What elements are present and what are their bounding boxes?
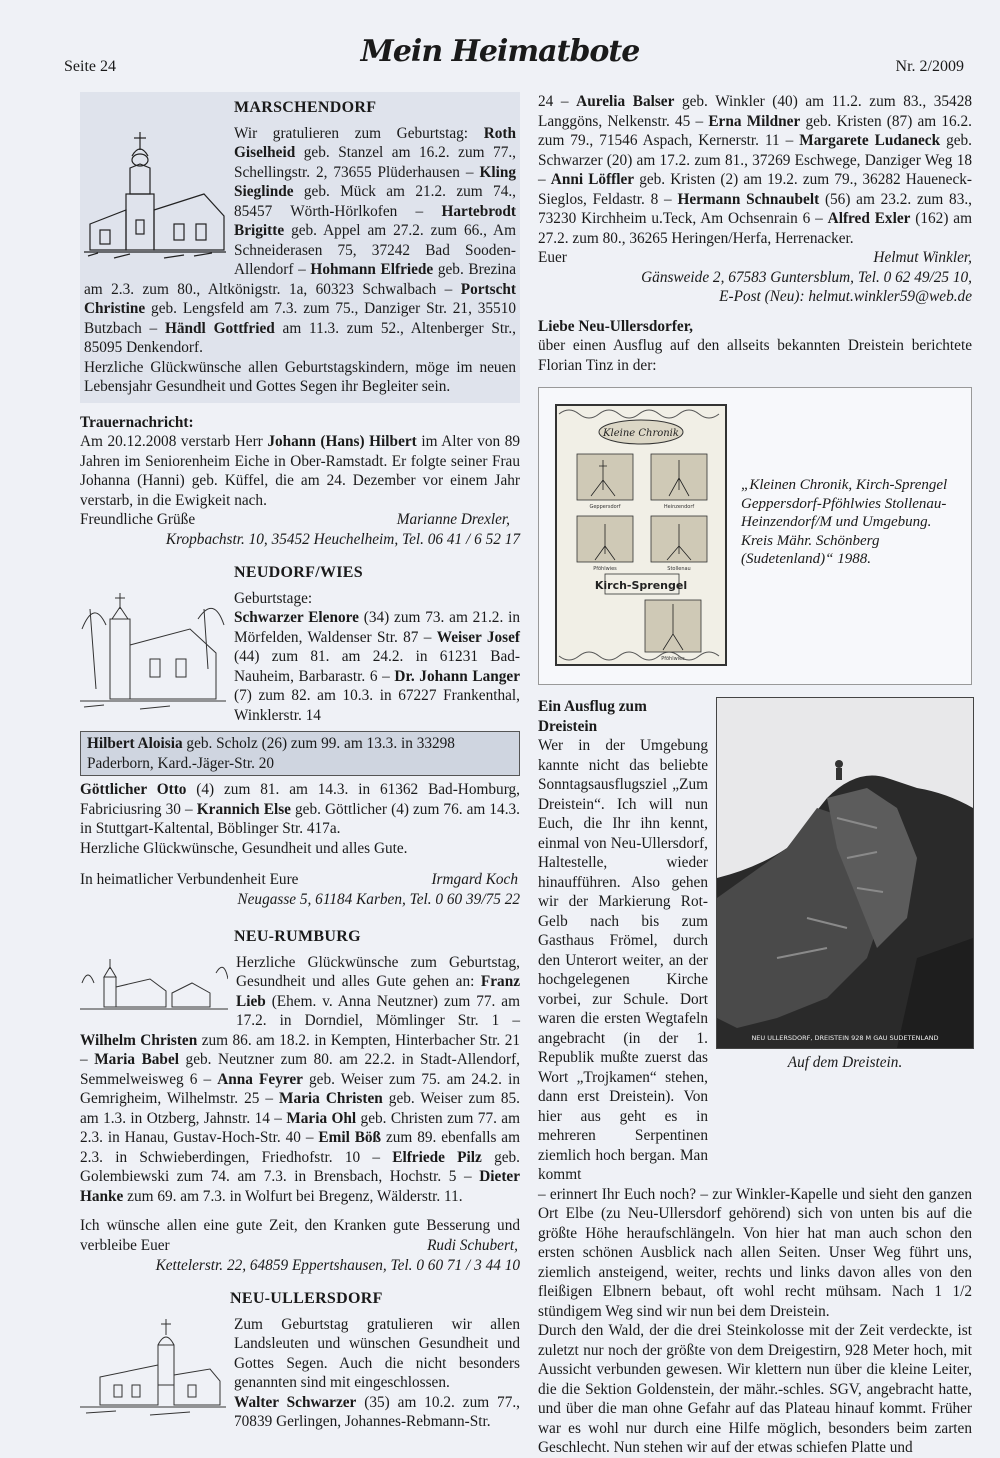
neudorf-section	[80, 563, 520, 909]
text-segment: geb. Weiser zum 85. am 1.3. in Otzberg, Jahnstr. 14 –	[80, 1090, 521, 1127]
letter-title: Liebe Neu-Ullersdorfer,	[538, 317, 693, 335]
text-segment: (35) am 10.2. zum 77., 70839 Gerlingen, Johannes-Rebmann-Str.	[234, 1393, 521, 1430]
highlight-box	[80, 731, 520, 776]
neudorf-greeting: In heimatlicher Verbundenheit Eure	[80, 871, 299, 888]
text-segment: (34) zum 73. am 21.2. in Mörfelden, Waldenser Str. 87 –	[234, 609, 521, 646]
marschendorf-wishes: Herzliche Glückwünsche allen Geburtstagskindern, möge im neuen Lebensjahr Gesundheit und Gottes Segen ihr Begleiter sein.	[84, 358, 516, 395]
church-drawing-neurumburg	[80, 953, 228, 1015]
trauer-text	[80, 432, 520, 510]
trauer-address: Kropbachstr. 10, 35452 Heuchelheim, Tel. 06 41 / 6 52 17	[165, 530, 520, 548]
text-segment: geb. Mück am 21.2. zum 74., 85457 Wörth-Hörlkofen –	[234, 183, 516, 220]
text-segment: geb. Weiser zum 75. am 24.2. in Gemrigheim, Wilhelmstr. 25 –	[80, 1070, 520, 1107]
person-name: Erna Mildner	[708, 112, 801, 130]
text-segment: (7) zum 82. am 10.3. in 67227 Frankenthal, Winklerstr. 14	[234, 687, 520, 724]
winkler-signature: Helmut Winkler,	[873, 249, 972, 266]
person-name: Wilhelm Christen	[80, 1031, 198, 1049]
story-text-wide: – erinnert Ihr Euch noch? – zur Winkler-Kapelle und sieht den ganzen Ort Elbe (zu Neu-Ullersdorf gehörend) sich von unten bis auf die größte Höhe heraufschlängeln. Von hier hat man auch schon den ersten schönen Ausblick nach allen Seiten. Unser Weg führt uns, ziemlich ansteigend, weiter, rechts und links davon alles von den fleißigen Elbnern bebaut, oft wohl recht mühsam. Nach 1 1/2 stündigem Weg sind wir nun bei dem Dreistein.	[538, 1185, 972, 1320]
chronik-caption: „Kleinen Chronik, Kirch-Sprengel Geppersdorf-Pföhlwies Stollenau-Heinzendorf/M und Umgebung. Kreis Mähr. Schönberg (Sudetenland)“ 1988.	[741, 477, 948, 567]
church-drawing-marschendorf	[84, 124, 226, 264]
closing-word: Euer	[538, 249, 567, 266]
chronik-label: Stollenau	[667, 566, 691, 572]
text-segment: zum 89. ebenfalls am 2.3. in Schwieberdingen, Friedhofstr. 10 –	[80, 1129, 520, 1166]
highlight-name: Hilbert Aloisia	[87, 735, 183, 752]
person-name: Aurelia Balser	[576, 93, 675, 110]
neudorf-wishes: Herzliche Glückwünsche, Gesundheit und alles Gute.	[80, 839, 408, 857]
person-name: Margarete Ludaneck	[799, 132, 941, 149]
person-name: Hohmann Elfriede	[310, 261, 434, 278]
text-segment: (Ehem. v. Anna Neutzner) zum 77. am 17.2. in Dorndiel, Mömlinger Str. 1 –	[236, 992, 520, 1029]
person-name: Hermann Schnaubelt	[677, 190, 820, 208]
dreistein-photo	[716, 697, 974, 1049]
person-name: Walter Schwarzer	[234, 1393, 357, 1411]
text-segment: 24 –	[538, 93, 577, 110]
trauer-signature: Marianne Drexler,	[396, 511, 510, 528]
text-segment: geb. Golembiewski zum 74. am 7.3. in Brensbach, Hochstr. 5 –	[80, 1148, 520, 1185]
person-name: Anni Löffler	[550, 171, 635, 188]
person-name: Elfriede Pilz	[392, 1148, 482, 1166]
neudorf-title: NEUDORF/WIES	[234, 564, 363, 581]
marschendorf-section	[80, 92, 520, 403]
neuullersdorf-list-continued	[538, 92, 972, 248]
photo-label: NEU ULLERSDORF, DREISTEIN 928 M GAU SUDETENLAND	[751, 1034, 939, 1042]
text-segment: Am 20.12.2008 verstarb Herr	[80, 433, 268, 450]
person-name: Schwarzer Elenore	[234, 609, 359, 626]
story-title: Ein Ausflug zum Dreistein	[538, 698, 647, 735]
neurumburg-signature: Rudi Schubert,	[427, 1237, 518, 1254]
text-segment: (4) zum 81. am 14.3. in 61362 Bad-Homburg, Fabriciusring 30 –	[80, 781, 520, 818]
neuullersdorf-intro: Zum Geburtstag gratulieren wir allen Landsleuten und wünschen Gesundheit und Gottes Segen. Auch die nicht besonders genannten sind mit eingeschlossen.	[234, 1315, 520, 1391]
text-segment: geb. Kristen (2) am 19.2. zum 79., 36282 Haueneck-Sieglos, Feldastr. 8 –	[538, 171, 972, 208]
neurumburg-title: NEU-RUMBURG	[234, 928, 361, 945]
text-segment: geb. Brezina am 2.3. zum 80., Altkönigstr. 1a, 60323 Schwalbach –	[84, 261, 516, 298]
person-name: Weiser Josef	[436, 628, 520, 646]
chronik-cover-image	[555, 404, 727, 666]
winkler-address: Gänsweide 2, 67583 Guntersblum, Tel. 0 62 49/25 10,	[641, 268, 972, 286]
person-name: Johann (Hans) Hilbert	[267, 433, 417, 450]
right-column	[538, 92, 972, 1458]
person-name: Maria Ohl	[286, 1109, 357, 1127]
left-column	[80, 92, 520, 1432]
chronik-cover-title: Kleine Chronik	[603, 428, 679, 439]
neudorf-address: Neugasse 5, 61184 Karben, Tel. 0 60 39/75 22	[237, 890, 520, 908]
neurumburg-section	[80, 927, 520, 1275]
text-segment: (44) zum 81. am 24.2. in 61231 Bad-Nauheim, Barbarastr. 6 –	[234, 648, 520, 685]
person-name: Hartebrodt Brigitte	[234, 202, 516, 239]
text-segment: Wir gratulieren zum Geburtstag:	[234, 124, 484, 142]
text-segment: geb. Lengsfeld am 7.3. zum 75., Danziger Str. 21, 35510 Butzbach –	[84, 300, 516, 337]
neurumburg-address: Kettelerstr. 22, 64859 Eppertshausen, Tel. 0 60 71 / 3 44 10	[155, 1256, 520, 1274]
issue-number: Nr. 2/2009	[895, 58, 964, 75]
neudorf-signature: Irmgard Koch	[431, 871, 518, 888]
neurumburg-wishes: Ich wünsche allen eine gute Zeit, den Kranken gute Besserung und verbleibe Euer	[80, 1217, 520, 1254]
chronik-label: Pföhlwies	[661, 656, 685, 662]
person-name: Maria Christen	[279, 1090, 383, 1107]
person-name: Alfred Exler	[827, 210, 911, 227]
dreistein-photo-box	[716, 697, 974, 1077]
neuullersdorf-section	[80, 1289, 520, 1432]
person-name: Portscht Christine	[84, 280, 516, 317]
page-header	[0, 0, 1000, 90]
story-text-wide-2: Durch den Wald, der die drei Steinkolosse mit der Zeit verdeckte, ist zuletzt nur noch der größte von dem Dreigestirn, 928 Meter hoch, mit Aussicht verbunden gewesen. Wir klettern nun über die kleine Leiter, die die Sektion Goldenstein, der mähr.-schles. SGV, angebracht hatte, und über die man ohne Gefahr auf das Plateau hinauf kommt. Früher war es wohl nur durch eine Hilfe möglich, besonders beim zarten Geschlecht. Nun stehen wir auf der etwas schiefen Platte und	[538, 1322, 972, 1456]
story-text-narrow: Wer in der Umgebung kannte nicht das beliebte Sonntagsausflugsziel „Zum Dreistein“. Ich will nun Euch, die Ihr ihn kennt, einmal von Neu-Ullersdorf, Haltestelle, wieder hinaufführen. Also gehen wir der Markierung Rot-Gelb nach bis zum Gasthaus Frömel, durch den Unterort weiter, an der hochgelegenen Kirche vorbei, zur Schule. Dort waren die ersten Wegtafeln angebracht (in der 1. Republik mußte zuerst das Wort „Trojkamen“ stehen, dann erst Dreistein). Von hier aus geht es in mehreren Serpentinen ziemlich hoch bergan. Man kommt	[538, 737, 708, 1183]
text-segment: im Alter von 89 Jahren im Seniorenheim Eiche in Ober-Ramstadt. Er folgte seiner Frau Johanna (Hanni) geb. Küffel, die am 24. Dezember vor einem Jahr verstarb, in die Ewigkeit nach.	[80, 433, 521, 509]
text-segment: zum 69. am 7.3. in Wolfurt bei Bregenz, Wälderstr. 11.	[123, 1187, 463, 1205]
person-name: Franz Lieb	[236, 973, 520, 1010]
highlight-text: geb. Scholz (26) zum 99. am 13.3. in 33298 Paderborn, Kard.-Jäger-Str. 20	[87, 735, 455, 772]
masthead-logo: Mein Heimatbote	[360, 34, 640, 69]
text-segment: Herzliche Glückwünsche zum Geburtstag, Gesundheit und alles Gute gehen an:	[236, 953, 520, 990]
person-name: Göttlicher Otto	[80, 781, 187, 798]
text-segment: geb. Göttlicher (4) zum 76. am 14.3. in Stuttgart-Kaltental, Böblinger Str. 417a.	[80, 800, 520, 837]
person-name: Emil Böß	[318, 1129, 382, 1146]
winkler-email: E-Post (Neu): helmut.winkler59@web.de	[719, 288, 972, 305]
neudorf-intro: Geburtstage:	[234, 589, 313, 607]
text-segment: geb. Kristen (87) am 16.2. zum 79., 71546 Aspach, Kernerstr. 11 –	[538, 112, 972, 149]
marschendorf-title: MARSCHENDORF	[234, 99, 377, 116]
trauer-section	[80, 413, 520, 550]
neudorf-text-2	[80, 780, 520, 839]
chronik-label: Geppersdorf	[589, 504, 621, 510]
church-drawing-neuullersdorf	[80, 1315, 226, 1423]
chronik-cover-sub: Kirch-Sprengel	[594, 579, 688, 592]
person-name: Krannich Else	[196, 800, 291, 818]
chronik-label: Pföhlwies	[593, 566, 617, 572]
person-name: Dieter Hanke	[80, 1168, 520, 1205]
text-segment: geb. Neutzner zum 80. am 22.2. in Stadt-Allendorf, Semmelweisweg 6 –	[80, 1051, 521, 1088]
chronik-figure	[538, 387, 972, 685]
story-section	[538, 697, 972, 1458]
chronik-label: Heinzendorf	[663, 504, 695, 510]
text-segment: geb. Schwarzer (20) am 17.2. zum 81., 37269 Eschwege, Danziger Weg 18 –	[538, 132, 972, 188]
text-segment: zum 86. am 18.2. in Kempten, Hinterbacher Str. 21 –	[80, 1031, 521, 1068]
person-name: Kling Sieglinde	[234, 163, 516, 200]
letter-intro: über einen Ausflug auf den allseits bekannten Dreistein berichtete Florian Tinz in der:	[538, 337, 972, 374]
text-segment: (162) am 27.2. zum 80., 36265 Heringen/Herfa, Herrenacker.	[538, 210, 972, 247]
person-name: Maria Babel	[94, 1051, 179, 1068]
trauer-greeting: Freundliche Grüße	[80, 511, 196, 528]
text-segment: geb. Stanzel am 16.2. zum 77., Schellingstr. 2, 73655 Plüderhausen –	[234, 144, 516, 181]
page-number: Seite 24	[64, 58, 116, 75]
trauer-title: Trauernachricht:	[80, 413, 194, 431]
person-name: Anna Feyrer	[217, 1070, 303, 1088]
text-segment: (56) am 23.2. zum 83., 73230 Kirchheim u.Teck, Am Ochsenrain 6 –	[538, 190, 972, 227]
text-segment: geb. Christen zum 77. am 2.3. in Hanau, Gustav-Hoch-Str. 40 –	[80, 1109, 520, 1146]
church-drawing-neudorf	[80, 589, 226, 713]
person-name: Händl Gottfried	[164, 319, 275, 337]
person-name: Dr. Johann Langer	[394, 667, 520, 685]
photo-caption: Auf dem Dreistein.	[787, 1054, 903, 1071]
person-name: Roth Giselheid	[234, 124, 516, 161]
text-segment: geb. Appel am 27.2. zum 66., Am Schneiderasen 75, 37242 Bad Sooden-Allendorf –	[234, 222, 516, 278]
text-segment: geb. Winkler (40) am 11.2. zum 83., 35428 Langgöns, Nelkenstr. 45 –	[538, 93, 972, 130]
text-segment: am 11.3. zum 52., Altenberger Str., 85095 Denkendorf.	[84, 319, 516, 356]
neuullersdorf-title: NEU-ULLERSDORF	[230, 1290, 383, 1307]
